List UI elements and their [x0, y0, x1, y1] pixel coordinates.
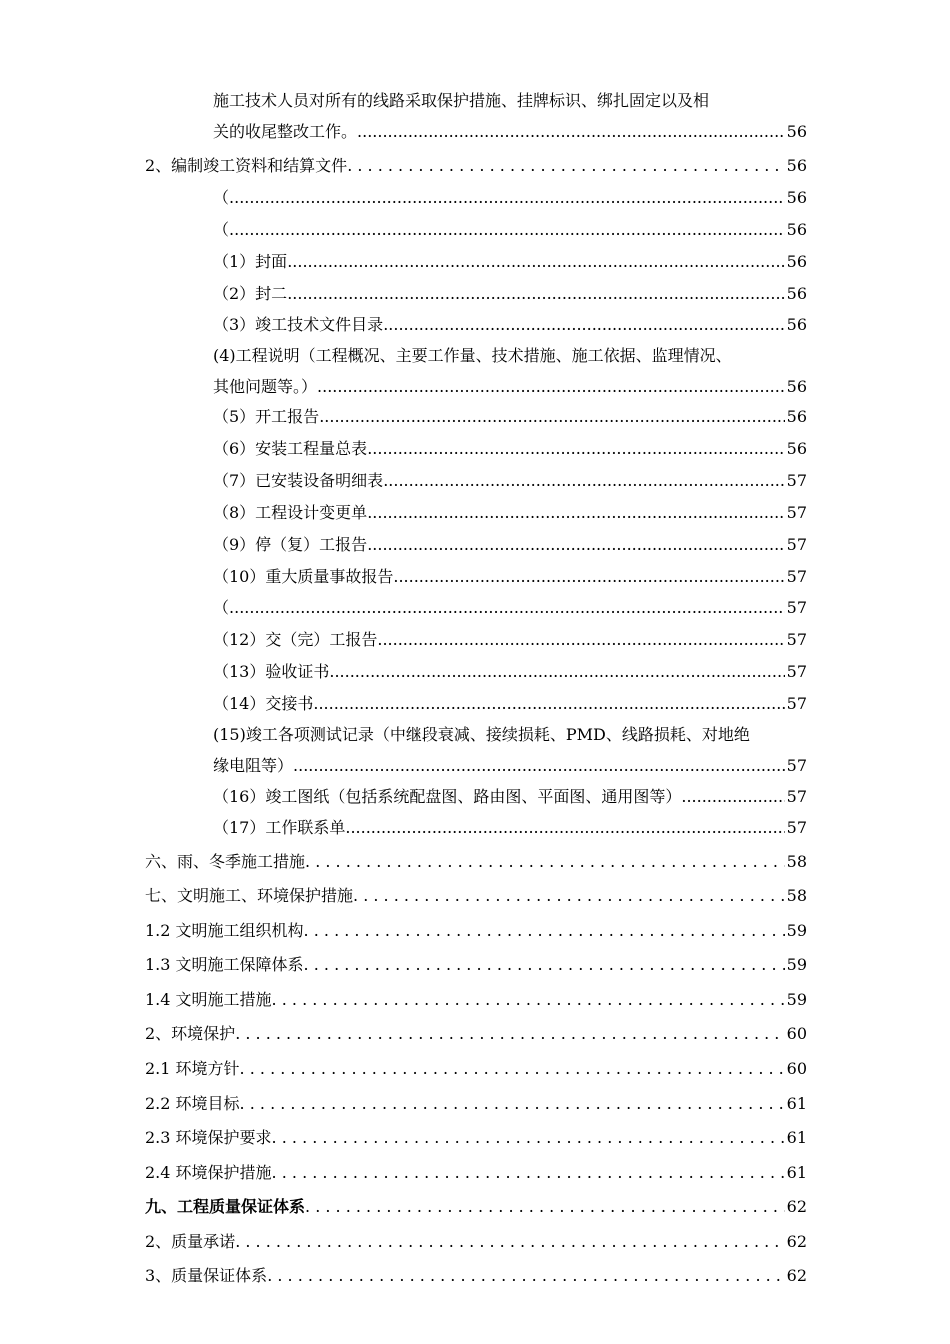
- toc-entry-label: （1）封面: [213, 252, 288, 271]
- toc-entry-label: 2.4 环境保护措施: [145, 1163, 272, 1182]
- toc-entry-page: 59: [786, 955, 807, 974]
- toc-entry-page: 56: [786, 188, 807, 207]
- toc-entry-page: 60: [786, 1059, 807, 1078]
- toc-entry-page: 62: [786, 1266, 807, 1285]
- toc-entry-label: （: [213, 598, 230, 617]
- toc-entry-label: 关的收尾整改工作。: [213, 122, 358, 141]
- toc-entry-page: 56: [786, 220, 807, 239]
- toc-entry-label: （17）工作联系单: [213, 818, 346, 837]
- toc-entry-page: 57: [786, 471, 807, 490]
- toc-entry-page: 58: [786, 852, 807, 871]
- toc-entry[interactable]: [213, 534, 807, 556]
- toc-entry-page: 57: [786, 756, 807, 775]
- dot-leader: [367, 534, 784, 556]
- toc-entry[interactable]: [145, 989, 807, 1011]
- toc-entry-label: 2.2 环境目标: [145, 1094, 240, 1113]
- toc-entry-page: 56: [786, 122, 807, 141]
- toc-entry[interactable]: [213, 566, 807, 588]
- toc-entry-page: 57: [786, 787, 807, 806]
- toc-entry-page: 56: [786, 407, 807, 426]
- toc-entry-label: （5）开工报告: [213, 407, 320, 426]
- toc-entry[interactable]: [145, 1127, 807, 1149]
- toc-entry[interactable]: [213, 629, 807, 651]
- toc-entry[interactable]: [213, 817, 807, 839]
- toc-entry[interactable]: [145, 885, 807, 907]
- toc-entry-label: （7）已安装设备明细表: [213, 471, 384, 490]
- dot-leader: [235, 1231, 784, 1253]
- toc-entry-label: 3、质量保证体系: [145, 1266, 268, 1285]
- toc-entry-page: 57: [786, 598, 807, 617]
- toc-entry-label: （12）交（完）工报告: [213, 630, 378, 649]
- toc-entry-page: 57: [786, 503, 807, 522]
- dot-leader: [367, 502, 784, 524]
- toc-entry-page: 56: [786, 439, 807, 458]
- toc-entry-page: 57: [786, 567, 807, 586]
- toc-entry[interactable]: [145, 1162, 807, 1184]
- toc-entry[interactable]: [145, 155, 807, 177]
- toc-entry[interactable]: [213, 90, 807, 143]
- toc-entry-line1: 施工技术人员对所有的线路采取保护措施、挂牌标识、绑扎固定以及相: [213, 91, 710, 110]
- toc-entry-label: 七、文明施工、环境保护措施: [145, 886, 354, 905]
- toc-entry[interactable]: [145, 1023, 807, 1045]
- toc-entry[interactable]: [213, 283, 807, 305]
- toc-entry-label: （3）竣工技术文件目录: [213, 315, 384, 334]
- dot-leader: [272, 989, 785, 1011]
- toc-entry-label: 九、工程质量保证体系: [145, 1197, 306, 1216]
- dot-leader: [240, 1058, 785, 1080]
- dot-leader: [287, 283, 784, 305]
- toc-entry-label: （14）交接书: [213, 694, 314, 713]
- dot-leader: [313, 693, 784, 715]
- toc-entry-label: （6）安装工程量总表: [213, 439, 368, 458]
- toc-entry-label: 1.3 文明施工保障体系: [145, 955, 304, 974]
- dot-leader: [240, 1093, 785, 1115]
- toc-entry-page: 57: [786, 694, 807, 713]
- dot-leader: [304, 920, 785, 942]
- toc-entry-label: （10）重大质量事故报告: [213, 567, 394, 586]
- toc-entry-page: 57: [786, 662, 807, 681]
- toc-entry[interactable]: [213, 693, 807, 715]
- toc-entry-page: 56: [786, 156, 807, 175]
- toc-entry-page: 60: [786, 1024, 807, 1043]
- toc-entry-page: 58: [786, 886, 807, 905]
- toc-entry-page: 62: [786, 1232, 807, 1251]
- toc-entry-label: 1.4 文明施工措施: [145, 990, 272, 1009]
- toc-entry-page: 57: [786, 535, 807, 554]
- dot-leader: [383, 470, 784, 492]
- toc-entry[interactable]: [213, 502, 807, 524]
- toc-entry[interactable]: [145, 954, 807, 976]
- dot-leader: [229, 187, 785, 209]
- toc-entry-line1: (4)工程说明（工程概况、主要工作量、技术措施、施工依据、监理情况、: [213, 346, 732, 365]
- dot-leader: [305, 851, 785, 873]
- dot-leader: [317, 376, 785, 398]
- toc-entry[interactable]: [213, 314, 807, 336]
- toc-entry[interactable]: [145, 851, 807, 873]
- toc-entry[interactable]: [145, 1231, 807, 1253]
- dot-leader: [272, 1162, 785, 1184]
- toc-entry[interactable]: [145, 920, 807, 942]
- toc-entry[interactable]: [213, 661, 807, 683]
- dot-leader: [681, 786, 784, 808]
- toc-entry-line1: (15)竣工各项测试记录（中继段衰减、接续损耗、PMD、线路损耗、对地绝: [213, 725, 750, 744]
- toc-entry[interactable]: [213, 187, 807, 209]
- dot-leader: [304, 954, 785, 976]
- toc-entry-page: 61: [786, 1163, 807, 1182]
- dot-leader: [393, 566, 784, 588]
- dot-leader: [229, 219, 785, 241]
- toc-entry[interactable]: [213, 406, 807, 428]
- toc-entry-page: 59: [786, 990, 807, 1009]
- dot-leader: [272, 1127, 785, 1149]
- toc-entry-label: 2、质量承诺: [145, 1232, 236, 1251]
- toc-entry-page: 57: [786, 630, 807, 649]
- toc-entry-page: 56: [786, 284, 807, 303]
- dot-leader: [235, 1023, 784, 1045]
- dot-leader: [377, 629, 784, 651]
- dot-leader: [383, 314, 784, 336]
- toc-entry[interactable]: [213, 251, 807, 273]
- dot-leader: [329, 661, 784, 683]
- toc-entry-label: （: [213, 220, 230, 239]
- dot-leader: [267, 1265, 784, 1287]
- toc-entry-label: （16）竣工图纸（包括系统配盘图、路由图、平面图、通用图等）: [213, 787, 682, 806]
- dot-leader: [347, 155, 784, 177]
- toc-entry[interactable]: [213, 438, 807, 460]
- toc-entry-label: 2.1 环境方针: [145, 1059, 240, 1078]
- toc-entry-page: 56: [786, 252, 807, 271]
- toc-entry-label: 其他问题等。）: [213, 377, 318, 396]
- dot-leader: [357, 121, 785, 143]
- dot-leader: [305, 1196, 785, 1218]
- toc-entry[interactable]: [213, 219, 807, 241]
- toc-entry[interactable]: [145, 1058, 807, 1080]
- toc-entry[interactable]: [213, 724, 807, 777]
- toc-entry-label: （9）停（复）工报告: [213, 535, 368, 554]
- toc-entry-page: 61: [786, 1094, 807, 1113]
- toc-entry-label: （: [213, 188, 230, 207]
- toc-entry[interactable]: [213, 597, 807, 619]
- toc-entry-label: 1.2 文明施工组织机构: [145, 921, 304, 940]
- toc-entry[interactable]: [145, 1196, 807, 1218]
- dot-leader: [345, 817, 784, 839]
- toc-entry-label: 六、雨、冬季施工措施: [145, 852, 306, 871]
- toc-entry[interactable]: [213, 786, 807, 808]
- toc-entry[interactable]: [145, 1265, 807, 1287]
- toc-entry-label: 2.3 环境保护要求: [145, 1128, 272, 1147]
- toc-entry-label: （8）工程设计变更单: [213, 503, 368, 522]
- toc-entry-label: （2）封二: [213, 284, 288, 303]
- toc-entry-label: 2、环境保护: [145, 1024, 236, 1043]
- dot-leader: [319, 406, 784, 428]
- toc-entry-page: 59: [786, 921, 807, 940]
- dot-leader: [353, 885, 785, 907]
- toc-entry-label: 2、编制竣工资料和结算文件: [145, 156, 348, 175]
- toc-entry-page: 61: [786, 1128, 807, 1147]
- toc-entry-page: 62: [786, 1197, 807, 1216]
- dot-leader: [293, 755, 785, 777]
- dot-leader: [287, 251, 784, 273]
- toc-entry-page: 56: [786, 315, 807, 334]
- toc-entry-label: （13）验收证书: [213, 662, 330, 681]
- toc-entry[interactable]: [145, 1093, 807, 1115]
- toc-entry-page: 56: [786, 377, 807, 396]
- toc-entry-page: 57: [786, 818, 807, 837]
- toc-entry-label: 缘电阻等）: [213, 756, 294, 775]
- toc-entry[interactable]: [213, 345, 807, 398]
- dot-leader: [229, 597, 785, 619]
- dot-leader: [367, 438, 784, 460]
- toc-entry[interactable]: [213, 470, 807, 492]
